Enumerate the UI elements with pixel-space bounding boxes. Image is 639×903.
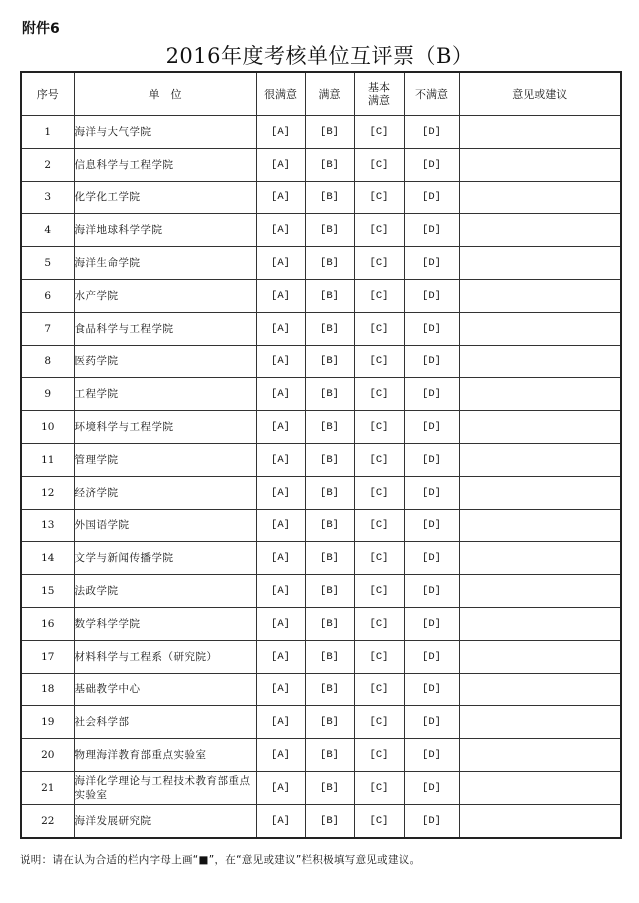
option-b-cell[interactable]: [B] [305,607,354,640]
row-unit-name: 海洋化学理论与工程技术教育部重点实验室 [74,771,256,804]
header-seq: 序号 [21,72,74,116]
row-seq: 15 [21,575,74,608]
option-b-cell[interactable]: [B] [305,443,354,476]
option-a-cell[interactable]: [A] [256,378,305,411]
option-b-cell[interactable]: [B] [305,116,354,149]
option-d-cell[interactable]: [D] [404,116,459,149]
header-basic-satisfied [354,72,404,116]
option-c-cell[interactable]: [C] [354,247,404,280]
row-seq: 7 [21,312,74,345]
comment-cell[interactable] [459,312,621,345]
option-c-cell[interactable]: [C] [354,542,404,575]
comment-cell[interactable] [459,509,621,542]
row-seq: 19 [21,706,74,739]
option-d-cell[interactable]: [D] [404,476,459,509]
option-b-cell[interactable]: [B] [305,739,354,772]
option-a-cell[interactable]: [A] [256,739,305,772]
row-unit-name: 物理海洋教育部重点实验室 [74,739,256,772]
comment-cell[interactable] [459,804,621,837]
option-c-cell[interactable]: [C] [354,771,404,804]
option-d-cell[interactable]: [D] [404,214,459,247]
option-a-cell[interactable]: [A] [256,214,305,247]
comment-cell[interactable] [459,542,621,575]
option-a-cell[interactable]: [A] [256,312,305,345]
option-d-cell[interactable]: [D] [404,771,459,804]
row-seq: 22 [21,804,74,837]
option-a-cell[interactable]: [A] [256,148,305,181]
row-unit-name: 社会科学部 [74,706,256,739]
table-row [21,771,621,804]
option-b-cell[interactable]: [B] [305,640,354,673]
option-c-cell[interactable]: [C] [354,804,404,837]
option-d-cell[interactable]: [D] [404,706,459,739]
option-c-cell[interactable]: [C] [354,279,404,312]
comment-cell[interactable] [459,345,621,378]
table-row [21,443,621,476]
row-unit-name: 水产学院 [74,279,256,312]
row-seq: 17 [21,640,74,673]
option-c-cell[interactable]: [C] [354,640,404,673]
option-d-cell[interactable]: [D] [404,575,459,608]
comment-cell[interactable] [459,739,621,772]
option-d-cell[interactable]: [D] [404,509,459,542]
row-seq: 8 [21,345,74,378]
option-d-cell[interactable]: [D] [404,345,459,378]
option-b-cell[interactable]: [B] [305,476,354,509]
option-c-cell[interactable]: [C] [354,509,404,542]
table-row [21,279,621,312]
attachment-label: 附件6 [22,21,60,37]
table-row [21,411,621,444]
row-unit-name: 外国语学院 [74,509,256,542]
option-a-cell[interactable]: [A] [256,575,305,608]
comment-cell[interactable] [459,706,621,739]
comment-cell[interactable] [459,247,621,280]
option-c-cell[interactable]: [C] [354,476,404,509]
comment-cell[interactable] [459,575,621,608]
row-unit-name: 化学化工学院 [74,181,256,214]
row-unit-name: 基础教学中心 [74,673,256,706]
option-a-cell[interactable]: [A] [256,607,305,640]
option-a-cell[interactable]: [A] [256,673,305,706]
option-b-cell[interactable]: [B] [305,575,354,608]
option-a-cell[interactable]: [A] [256,706,305,739]
comment-cell[interactable] [459,279,621,312]
row-seq: 12 [21,476,74,509]
header-basic-line1: 基本 [368,81,390,94]
option-d-cell[interactable]: [D] [404,607,459,640]
option-c-cell[interactable]: [C] [354,575,404,608]
row-unit-name: 医药学院 [74,345,256,378]
option-d-cell[interactable]: [D] [404,148,459,181]
option-d-cell[interactable]: [D] [404,640,459,673]
instructions-note: 说明：请在认为合适的栏内字母上画“■”，在“意见或建议”栏积极填写意见或建议。 [20,854,421,866]
header-dissatisfied: 不满意 [404,72,459,116]
comment-cell[interactable] [459,116,621,149]
table-row [21,575,621,608]
header-row [21,72,621,116]
row-seq: 1 [21,116,74,149]
table-row [21,542,621,575]
option-a-cell[interactable]: [A] [256,476,305,509]
comment-cell[interactable] [459,607,621,640]
table-row [21,378,621,411]
comment-cell[interactable] [459,214,621,247]
row-seq: 11 [21,443,74,476]
option-d-cell[interactable]: [D] [404,739,459,772]
table-row [21,214,621,247]
table-row [21,312,621,345]
table-row [21,247,621,280]
row-seq: 21 [21,771,74,804]
comment-cell[interactable] [459,378,621,411]
option-d-cell[interactable]: [D] [404,181,459,214]
row-unit-name: 数学科学学院 [74,607,256,640]
row-seq: 13 [21,509,74,542]
option-b-cell[interactable]: [B] [305,771,354,804]
option-b-cell[interactable]: [B] [305,804,354,837]
option-a-cell[interactable]: [A] [256,542,305,575]
option-c-cell[interactable]: [C] [354,312,404,345]
comment-cell[interactable] [459,640,621,673]
option-a-cell[interactable]: [A] [256,247,305,280]
table-row [21,640,621,673]
option-b-cell[interactable]: [B] [305,214,354,247]
row-unit-name: 经济学院 [74,476,256,509]
row-seq: 18 [21,673,74,706]
table-row [21,509,621,542]
table-row [21,148,621,181]
option-c-cell[interactable]: [C] [354,181,404,214]
header-satisfied: 满意 [305,72,354,116]
comment-cell[interactable] [459,148,621,181]
option-a-cell[interactable]: [A] [256,804,305,837]
comment-cell[interactable] [459,771,621,804]
row-seq: 14 [21,542,74,575]
comment-cell[interactable] [459,181,621,214]
header-very-satisfied: 很满意 [256,72,305,116]
row-unit-name: 材料科学与工程系（研究院） [74,640,256,673]
row-seq: 3 [21,181,74,214]
table-body [21,116,621,838]
option-d-cell[interactable]: [D] [404,443,459,476]
header-comments: 意见或建议 [459,72,621,116]
option-c-cell[interactable]: [C] [354,673,404,706]
row-seq: 10 [21,411,74,444]
option-a-cell[interactable]: [A] [256,411,305,444]
option-c-cell[interactable]: [C] [354,411,404,444]
table-row [21,804,621,837]
comment-cell[interactable] [459,443,621,476]
row-unit-name: 工程学院 [74,378,256,411]
option-a-cell[interactable]: [A] [256,640,305,673]
option-b-cell[interactable]: [B] [305,378,354,411]
option-d-cell[interactable]: [D] [404,247,459,280]
option-b-cell[interactable]: [B] [305,279,354,312]
option-b-cell[interactable]: [B] [305,345,354,378]
option-c-cell[interactable]: [C] [354,378,404,411]
table-row [21,181,621,214]
option-d-cell[interactable]: [D] [404,804,459,837]
row-seq: 9 [21,378,74,411]
row-seq: 16 [21,607,74,640]
comment-cell[interactable] [459,476,621,509]
row-unit-name: 信息科学与工程学院 [74,148,256,181]
option-a-cell[interactable]: [A] [256,509,305,542]
option-c-cell[interactable]: [C] [354,706,404,739]
option-c-cell[interactable]: [C] [354,607,404,640]
option-b-cell[interactable]: [B] [305,312,354,345]
option-a-cell[interactable]: [A] [256,345,305,378]
row-seq: 4 [21,214,74,247]
table-row [21,673,621,706]
option-d-cell[interactable]: [D] [404,378,459,411]
comment-cell[interactable] [459,411,621,444]
option-b-cell[interactable]: [B] [305,706,354,739]
comment-cell[interactable] [459,673,621,706]
row-unit-name: 海洋发展研究院 [74,804,256,837]
table-row [21,607,621,640]
option-b-cell[interactable]: [B] [305,542,354,575]
option-a-cell[interactable]: [A] [256,116,305,149]
option-b-cell[interactable]: [B] [305,673,354,706]
row-unit-name: 管理学院 [74,443,256,476]
option-d-cell[interactable]: [D] [404,411,459,444]
row-seq: 20 [21,739,74,772]
header-unit: 单 位 [74,72,256,116]
row-unit-name: 海洋与大气学院 [74,116,256,149]
row-unit-name: 海洋地球科学学院 [74,214,256,247]
table-row [21,116,621,149]
option-b-cell[interactable]: [B] [305,247,354,280]
option-b-cell[interactable]: [B] [305,181,354,214]
row-seq: 2 [21,148,74,181]
option-d-cell[interactable]: [D] [404,312,459,345]
row-unit-name: 食品科学与工程学院 [74,312,256,345]
option-b-cell[interactable]: [B] [305,148,354,181]
header-basic-line2: 满意 [368,94,390,107]
option-a-cell[interactable]: [A] [256,771,305,804]
option-c-cell[interactable]: [C] [354,148,404,181]
row-unit-name: 法政学院 [74,575,256,608]
option-b-cell[interactable]: [B] [305,411,354,444]
option-d-cell[interactable]: [D] [404,279,459,312]
option-d-cell[interactable]: [D] [404,542,459,575]
option-a-cell[interactable]: [A] [256,181,305,214]
row-seq: 6 [21,279,74,312]
evaluation-table [20,71,622,839]
option-c-cell[interactable]: [C] [354,739,404,772]
option-c-cell[interactable]: [C] [354,345,404,378]
table-row [21,345,621,378]
option-b-cell[interactable]: [B] [305,509,354,542]
option-d-cell[interactable]: [D] [404,673,459,706]
table-row [21,476,621,509]
row-unit-name: 海洋生命学院 [74,247,256,280]
option-c-cell[interactable]: [C] [354,116,404,149]
option-c-cell[interactable]: [C] [354,443,404,476]
table-row [21,739,621,772]
table-row [21,706,621,739]
row-seq: 5 [21,247,74,280]
page-title: 2016年度考核单位互评票（B） [165,44,474,68]
row-unit-name: 文学与新闻传播学院 [74,542,256,575]
option-a-cell[interactable]: [A] [256,443,305,476]
option-a-cell[interactable]: [A] [256,279,305,312]
row-unit-name: 环境科学与工程学院 [74,411,256,444]
option-c-cell[interactable]: [C] [354,214,404,247]
